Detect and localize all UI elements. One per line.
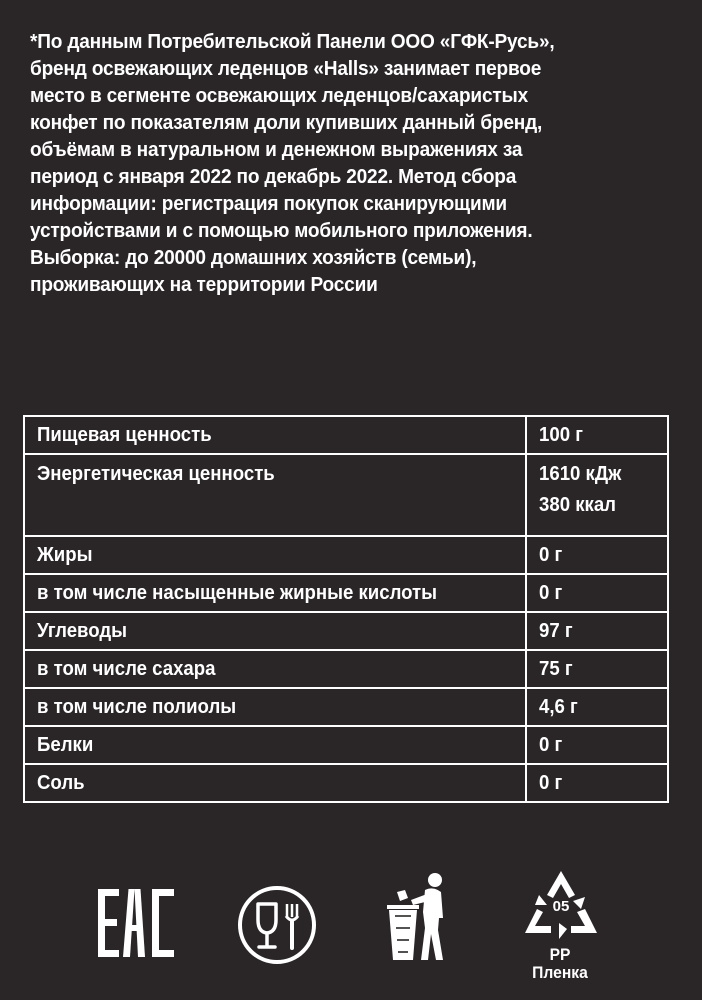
tidyman-bin-icon [383, 870, 455, 962]
energy-kcal-value: 380 ккал [539, 494, 616, 516]
nutrient-label [24, 536, 526, 574]
nutrient-value [526, 574, 668, 612]
nutrient-value [526, 612, 668, 650]
nutrient-label-text: в том числе насыщенные жирные кислоты [37, 581, 438, 604]
nutrient-value-text: 0 г [539, 733, 563, 756]
nutrient-label [24, 650, 526, 688]
nutrient-label [24, 764, 526, 802]
nutrition-row-polyols [24, 688, 668, 726]
energy-label [24, 454, 526, 536]
nutrition-header-label-text: Пищевая ценность [37, 423, 212, 446]
food-contact-glass-fork-icon [236, 884, 318, 966]
footnote-text [30, 28, 635, 298]
nutrition-header-label [24, 416, 526, 454]
recycle-code: 05 [552, 898, 570, 915]
nutrient-value-text: 0 г [539, 543, 563, 566]
nutrient-value [526, 650, 668, 688]
nutrient-label [24, 574, 526, 612]
nutrition-row-saturated-fat [24, 574, 668, 612]
certification-icons [0, 862, 702, 982]
nutrient-value-text: 97 г [539, 619, 573, 642]
footnote-line: место в сегменте освежающих леденцов/сахаристых [30, 84, 529, 107]
recycle-material-label [514, 946, 606, 982]
nutrient-label [24, 688, 526, 726]
nutrient-label-text: Углеводы [37, 619, 128, 642]
nutrition-row-salt [24, 764, 668, 802]
nutrient-label-text: в том числе полиолы [37, 695, 237, 718]
nutrient-label-text: Соль [37, 771, 85, 794]
nutrient-label-text: Жиры [37, 543, 93, 566]
footnote-line: объёмам в натуральном и денежном выражениях за [30, 138, 523, 161]
footnote-line: проживающих на территории России [30, 273, 378, 296]
footnote-line: бренд освежающих леденцов «Halls» занимает первое [30, 57, 542, 80]
nutrient-label-text: Белки [37, 733, 94, 756]
nutrition-row-protein [24, 726, 668, 764]
nutrition-header-row [24, 416, 668, 454]
nutrient-value-text: 4,6 г [539, 695, 578, 718]
nutrition-row-fat [24, 536, 668, 574]
nutrient-value-text: 0 г [539, 581, 563, 604]
nutrition-row-sugars [24, 650, 668, 688]
eac-mark-icon [96, 887, 176, 959]
footnote-line: конфет по показателям доли купивших данный бренд, [30, 111, 543, 134]
footnote-line: *По данным Потребительской Панели ООО «ГФК-Русь», [30, 30, 555, 53]
nutrient-label-text: в том числе сахара [37, 657, 216, 680]
nutrient-label [24, 726, 526, 764]
footnote-line: информации: регистрация покупок сканирующими [30, 192, 507, 215]
footnote-line: устройствами и с помощью мобильного приложения. [30, 219, 533, 242]
nutrient-value [526, 726, 668, 764]
nutrient-value [526, 536, 668, 574]
footnote-line: Выборка: до 20000 домашних хозяйств (семьи), [30, 246, 477, 269]
energy-label-text: Энергетическая ценность [37, 463, 275, 485]
nutrition-header-value [526, 416, 668, 454]
nutrient-value-text: 75 г [539, 657, 573, 680]
nutrition-header-value-text: 100 г [539, 423, 583, 446]
footnote-line: период с января 2022 по декабрь 2022. Метод сбора [30, 165, 517, 188]
recycle-material: PP [549, 945, 571, 964]
nutrition-table [23, 415, 669, 803]
nutrient-value [526, 688, 668, 726]
nutrition-energy-row [24, 454, 668, 536]
energy-value [526, 454, 668, 536]
nutrient-label [24, 612, 526, 650]
nutrient-value [526, 764, 668, 802]
recycle-material-name: Пленка [532, 963, 588, 982]
nutrient-value-text: 0 г [539, 771, 563, 794]
energy-kj-value: 1610 кДж [539, 463, 622, 485]
nutrition-row-carbohydrates [24, 612, 668, 650]
